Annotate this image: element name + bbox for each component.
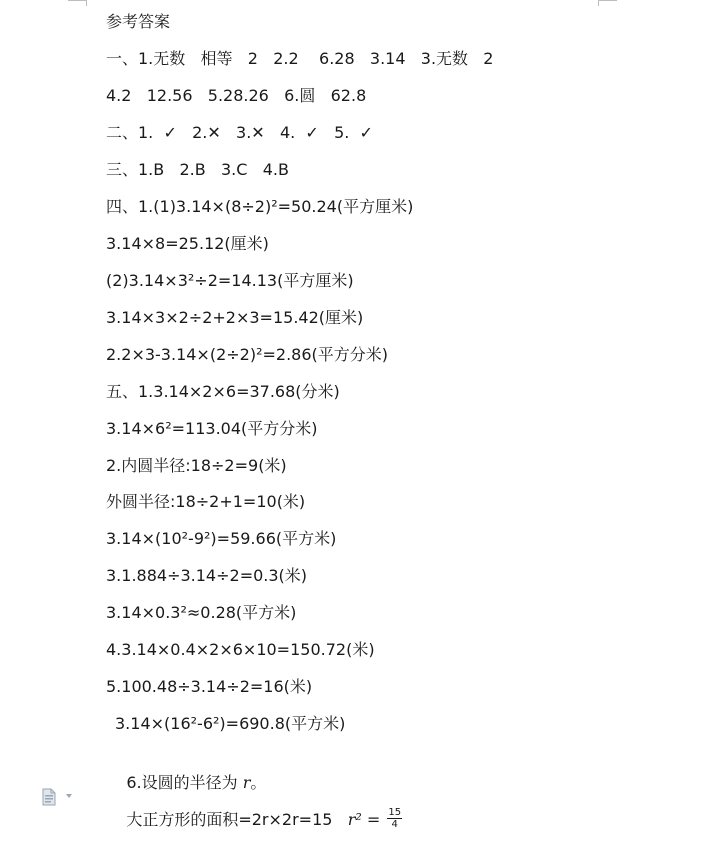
answer-line-1: 一、1.无数 相等 2 2.2 6.28 3.14 3.无数 2 [106,49,494,68]
answer-line-20-prefix: 6.设圆的半径为 [126,773,243,792]
answer-line-11: 3.14×6²=113.04(平方分米) [106,419,318,438]
answer-line-17: 4.3.14×0.4×2×6×10=150.72(米) [106,640,375,659]
document-format-icon[interactable] [42,788,58,806]
answer-line-8: 3.14×3×2÷2+2×3=15.42(厘米) [106,308,364,327]
fraction-numerator: 15 [388,807,402,818]
answer-line-10: 五、1.3.14×2×6=37.68(分米) [106,382,340,401]
answer-line-6: 3.14×8=25.12(厘米) [106,234,269,253]
answer-line-5: 四、1.(1)3.14×(8÷2)²=50.24(平方厘米) [106,197,414,216]
answer-line-21-text: 大正方形的面积=2r×2r=15 [126,810,348,829]
answer-line-21 [106,787,402,830]
answer-line-4: 三、1.B 2.B 3.C 4.B [106,160,289,179]
answer-line-2: 4.2 12.56 5.28.26 6.圆 62.8 [106,86,367,105]
answer-line-20 [106,750,267,792]
answer-line-14: 3.14×(10²-9²)=59.66(平方米) [106,529,337,548]
radius-variable: r [242,773,251,792]
answer-line-19: 3.14×(16²-6²)=690.8(平方米) [115,714,346,733]
answer-line-7: (2)3.14×3²÷2=14.13(平方厘米) [106,271,354,290]
answer-line-3: 二、1. ✓ 2.✕ 3.✕ 4. ✓ 5. ✓ [106,123,373,142]
answer-line-9: 2.2×3-3.14×(2÷2)²=2.86(平方分米) [106,345,389,364]
fraction-15-over-4 [387,807,402,830]
answer-line-15: 3.1.884÷3.14÷2=0.3(米) [106,566,308,585]
fraction-denominator: 4 [391,819,398,830]
answer-line-12: 2.内圆半径:18÷2=9(米) [106,456,287,475]
answer-line-20-suffix: 。 [250,773,267,792]
r-squared-label: r² = [347,810,386,829]
page-corner-mark-left [68,0,87,6]
chevron-down-icon[interactable] [66,794,72,798]
page-corner-mark-right [598,0,617,6]
answer-line-13: 外圆半径:18÷2+1=10(米) [106,492,306,511]
answer-line-16: 3.14×0.3²≈0.28(平方米) [106,603,297,622]
answer-line-18: 5.100.48÷3.14÷2=16(米) [106,677,313,696]
document-format-icon-graphic [42,788,58,806]
heading-answers: 参考答案 [106,12,171,31]
